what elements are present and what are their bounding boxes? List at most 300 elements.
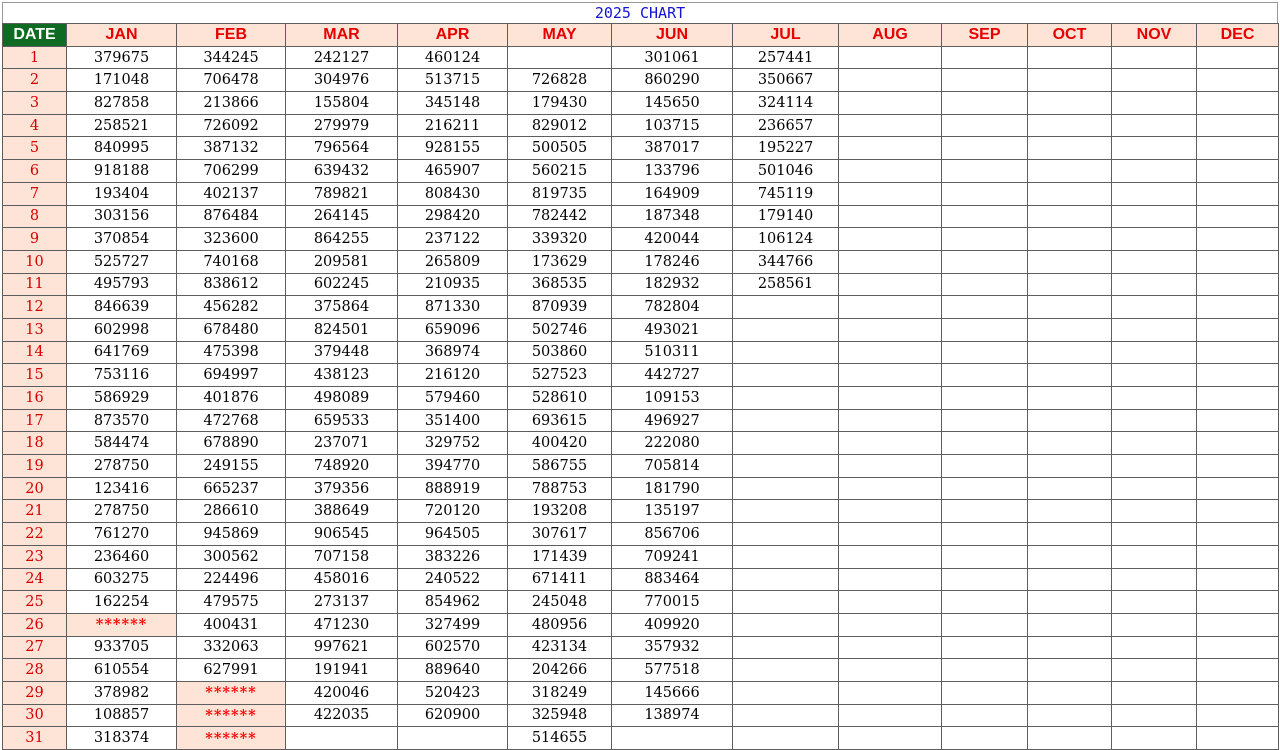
value-cell: 870939 [508,296,612,319]
date-cell: 6 [3,160,67,183]
value-cell [942,205,1028,228]
table-row [3,69,1279,92]
value-cell: 191941 [286,659,398,682]
value-cell: 659096 [398,318,508,341]
date-column-header: DATE [3,24,67,47]
value-cell: 237122 [398,228,508,251]
value-cell [839,296,942,319]
value-cell [1112,273,1197,296]
value-cell: 135197 [612,500,733,523]
value-cell: 500505 [508,137,612,160]
table-row [3,160,1279,183]
value-cell: 706478 [177,69,286,92]
value-cell [733,568,839,591]
date-cell: 28 [3,659,67,682]
month-header-sep: SEP [942,24,1028,47]
month-header-feb: FEB [177,24,286,47]
date-cell: 13 [3,318,67,341]
table-row [3,455,1279,478]
month-header-nov: NOV [1112,24,1197,47]
value-cell: 824501 [286,318,398,341]
value-cell [1112,205,1197,228]
value-cell: 242127 [286,46,398,69]
value-cell: 840995 [67,137,177,160]
value-cell: 368535 [508,273,612,296]
date-cell: 12 [3,296,67,319]
value-cell: 639432 [286,160,398,183]
value-cell [1112,591,1197,614]
value-cell [1197,387,1279,410]
value-cell [733,387,839,410]
value-cell: 827858 [67,92,177,115]
value-cell [1028,228,1112,251]
value-cell: 222080 [612,432,733,455]
value-cell: 726092 [177,114,286,137]
value-cell: 279979 [286,114,398,137]
value-cell [612,727,733,750]
value-cell: 332063 [177,636,286,659]
value-cell: 182932 [612,273,733,296]
date-cell: 22 [3,523,67,546]
value-cell: 610554 [67,659,177,682]
value-cell: 873570 [67,409,177,432]
value-cell [733,704,839,727]
value-cell [1112,228,1197,251]
value-cell [839,409,942,432]
value-cell: 379448 [286,341,398,364]
value-cell [1197,523,1279,546]
value-cell [1197,364,1279,387]
value-cell: 351400 [398,409,508,432]
value-cell [733,545,839,568]
value-cell [839,137,942,160]
value-cell: 496927 [612,409,733,432]
value-cell [1028,681,1112,704]
value-cell: 528610 [508,387,612,410]
value-cell: 178246 [612,250,733,273]
value-cell: 171439 [508,545,612,568]
value-cell [942,681,1028,704]
value-cell: 350667 [733,69,839,92]
value-cell: 502746 [508,318,612,341]
value-cell [839,341,942,364]
value-cell: 945869 [177,523,286,546]
value-cell [942,636,1028,659]
value-cell: 928155 [398,137,508,160]
date-cell: 4 [3,114,67,137]
value-cell [839,681,942,704]
value-cell: 257441 [733,46,839,69]
value-cell: 864255 [286,228,398,251]
month-header-jan: JAN [67,24,177,47]
value-cell [839,545,942,568]
value-cell: 693615 [508,409,612,432]
value-cell [942,364,1028,387]
value-cell [942,250,1028,273]
value-cell [839,636,942,659]
table-row [3,636,1279,659]
value-cell [1028,250,1112,273]
value-cell: 145666 [612,681,733,704]
value-cell [1028,704,1112,727]
value-cell: 401876 [177,387,286,410]
value-cell: ****** [67,613,177,636]
value-cell [1028,46,1112,69]
chart-title: 2025 CHART [2,2,1278,23]
value-cell: 498089 [286,387,398,410]
value-cell [1112,137,1197,160]
value-cell [942,704,1028,727]
table-row [3,477,1279,500]
value-cell: 709241 [612,545,733,568]
value-cell [733,659,839,682]
value-cell: 782804 [612,296,733,319]
value-cell: 997621 [286,636,398,659]
value-cell [1197,273,1279,296]
value-cell: 171048 [67,69,177,92]
value-cell: 339320 [508,228,612,251]
date-cell: 20 [3,477,67,500]
value-cell: 258521 [67,114,177,137]
value-cell: 846639 [67,296,177,319]
value-cell: 460124 [398,46,508,69]
value-cell: 871330 [398,296,508,319]
value-cell [942,659,1028,682]
value-cell [1112,455,1197,478]
value-cell [942,613,1028,636]
value-cell [1197,69,1279,92]
value-cell: ****** [177,704,286,727]
value-cell: 304976 [286,69,398,92]
value-cell [1197,659,1279,682]
table-row [3,182,1279,205]
value-cell [1197,432,1279,455]
value-cell: 510311 [612,341,733,364]
table-row [3,273,1279,296]
date-cell: 24 [3,568,67,591]
value-cell: 854962 [398,591,508,614]
date-cell: 5 [3,137,67,160]
value-cell: 586755 [508,455,612,478]
value-cell [1197,591,1279,614]
table-row [3,681,1279,704]
value-cell [1112,296,1197,319]
value-cell: 584474 [67,432,177,455]
value-cell [733,364,839,387]
value-cell [839,250,942,273]
value-cell: 420044 [612,228,733,251]
value-cell [942,523,1028,546]
value-cell: 400420 [508,432,612,455]
value-cell [1112,182,1197,205]
date-cell: 18 [3,432,67,455]
value-cell: 933705 [67,636,177,659]
value-cell [1112,636,1197,659]
value-cell [1112,114,1197,137]
value-cell: 514655 [508,727,612,750]
value-cell: 357932 [612,636,733,659]
month-header-apr: APR [398,24,508,47]
table-row [3,205,1279,228]
value-cell [839,69,942,92]
value-cell [1197,137,1279,160]
value-cell [1197,727,1279,750]
value-cell [1112,545,1197,568]
table-row [3,114,1279,137]
value-cell [1028,613,1112,636]
value-cell [1028,182,1112,205]
date-cell: 27 [3,636,67,659]
date-cell: 8 [3,205,67,228]
value-cell [942,387,1028,410]
value-cell [942,160,1028,183]
value-cell [1197,681,1279,704]
date-cell: 31 [3,727,67,750]
table-row [3,318,1279,341]
table-row [3,387,1279,410]
value-cell [1112,160,1197,183]
value-cell: 265809 [398,250,508,273]
value-cell: 442727 [612,364,733,387]
table-row [3,296,1279,319]
value-cell [1028,477,1112,500]
value-cell: 471230 [286,613,398,636]
value-cell [839,659,942,682]
value-cell [839,591,942,614]
value-cell: 106124 [733,228,839,251]
table-row [3,364,1279,387]
value-cell: 103715 [612,114,733,137]
value-cell [1197,636,1279,659]
month-header-jul: JUL [733,24,839,47]
value-cell: 603275 [67,568,177,591]
value-cell: 860290 [612,69,733,92]
value-cell [1197,704,1279,727]
value-cell: 883464 [612,568,733,591]
value-cell [839,727,942,750]
value-cell: 164909 [612,182,733,205]
value-cell [1112,46,1197,69]
value-cell [733,341,839,364]
value-cell [1028,545,1112,568]
value-cell [839,477,942,500]
value-cell: 324114 [733,92,839,115]
value-cell: 278750 [67,455,177,478]
value-cell [1112,409,1197,432]
value-cell [1028,92,1112,115]
date-cell: 7 [3,182,67,205]
table-row [3,46,1279,69]
value-cell [1112,681,1197,704]
value-cell: 475398 [177,341,286,364]
value-cell [839,92,942,115]
value-cell [839,318,942,341]
value-cell [1028,318,1112,341]
value-cell: 577518 [612,659,733,682]
table-row [3,659,1279,682]
value-cell: 659533 [286,409,398,432]
value-cell: 236460 [67,545,177,568]
value-cell: 906545 [286,523,398,546]
value-cell [1112,568,1197,591]
date-cell: 23 [3,545,67,568]
value-cell: 303156 [67,205,177,228]
value-cell: 586929 [67,387,177,410]
value-cell [1112,69,1197,92]
value-cell: 513715 [398,69,508,92]
value-cell: 210935 [398,273,508,296]
value-cell [1112,613,1197,636]
value-cell: 707158 [286,545,398,568]
value-cell: 138974 [612,704,733,727]
value-cell: 181790 [612,477,733,500]
value-cell [1197,114,1279,137]
value-cell: 378982 [67,681,177,704]
value-cell: 964505 [398,523,508,546]
value-cell: 602998 [67,318,177,341]
value-cell: 325948 [508,704,612,727]
date-cell: 29 [3,681,67,704]
value-cell [1028,341,1112,364]
value-cell [733,591,839,614]
table-row [3,613,1279,636]
value-cell: 525727 [67,250,177,273]
value-cell [1028,114,1112,137]
value-cell [733,727,839,750]
value-cell [1028,69,1112,92]
value-cell [1028,364,1112,387]
value-cell [839,114,942,137]
value-cell [839,273,942,296]
value-cell [1028,659,1112,682]
value-cell [839,455,942,478]
value-cell [508,46,612,69]
value-cell [1197,46,1279,69]
value-cell: 602245 [286,273,398,296]
value-cell: 409920 [612,613,733,636]
value-cell [1112,477,1197,500]
value-cell: 204266 [508,659,612,682]
value-cell: 402137 [177,182,286,205]
value-cell: ****** [177,681,286,704]
value-cell [1197,92,1279,115]
value-cell: 278750 [67,500,177,523]
value-cell: 237071 [286,432,398,455]
value-cell: 422035 [286,704,398,727]
value-cell: 155804 [286,92,398,115]
value-cell [942,545,1028,568]
value-cell [733,409,839,432]
value-cell [1028,137,1112,160]
value-cell [942,228,1028,251]
value-cell [839,205,942,228]
value-cell [1112,500,1197,523]
value-cell: 438123 [286,364,398,387]
value-cell: 383226 [398,545,508,568]
value-cell: 788753 [508,477,612,500]
value-cell [839,432,942,455]
value-cell: 479575 [177,591,286,614]
value-cell: 748920 [286,455,398,478]
value-cell: 740168 [177,250,286,273]
table-row [3,568,1279,591]
value-cell [839,613,942,636]
value-cell: 678480 [177,318,286,341]
value-cell [1197,409,1279,432]
value-cell: 602570 [398,636,508,659]
value-cell: 620900 [398,704,508,727]
value-cell [1197,205,1279,228]
value-cell [733,681,839,704]
value-cell [1028,591,1112,614]
value-cell: 323600 [177,228,286,251]
value-cell [733,296,839,319]
value-cell: 388649 [286,500,398,523]
value-cell: 829012 [508,114,612,137]
value-cell [1197,341,1279,364]
value-cell: 465907 [398,160,508,183]
value-cell [1028,727,1112,750]
value-cell: 501046 [733,160,839,183]
value-cell: 298420 [398,205,508,228]
date-cell: 2 [3,69,67,92]
date-cell: 14 [3,341,67,364]
value-cell [942,137,1028,160]
date-cell: 15 [3,364,67,387]
value-cell [942,409,1028,432]
value-cell [1028,387,1112,410]
value-cell [839,160,942,183]
value-cell: 493021 [612,318,733,341]
value-cell: 133796 [612,160,733,183]
value-cell: 458016 [286,568,398,591]
value-cell [1197,250,1279,273]
value-cell [839,46,942,69]
value-cell: 520423 [398,681,508,704]
value-cell: 527523 [508,364,612,387]
value-cell: 273137 [286,591,398,614]
value-cell [1028,296,1112,319]
value-cell [733,613,839,636]
value-cell: 678890 [177,432,286,455]
value-cell [839,523,942,546]
value-cell [942,296,1028,319]
value-cell [839,182,942,205]
date-cell: 19 [3,455,67,478]
value-cell: 480956 [508,613,612,636]
month-header-jun: JUN [612,24,733,47]
date-cell: 17 [3,409,67,432]
table-row [3,432,1279,455]
value-cell: 195227 [733,137,839,160]
value-cell: 627991 [177,659,286,682]
value-cell [942,69,1028,92]
value-cell: 379356 [286,477,398,500]
value-cell [733,636,839,659]
value-cell [942,92,1028,115]
value-cell [839,704,942,727]
value-cell: 109153 [612,387,733,410]
value-cell [1197,568,1279,591]
value-cell [1112,341,1197,364]
month-header-mar: MAR [286,24,398,47]
value-cell: 286610 [177,500,286,523]
value-cell [733,318,839,341]
value-cell: 179430 [508,92,612,115]
value-cell: 370854 [67,228,177,251]
value-cell [942,273,1028,296]
value-cell [942,182,1028,205]
